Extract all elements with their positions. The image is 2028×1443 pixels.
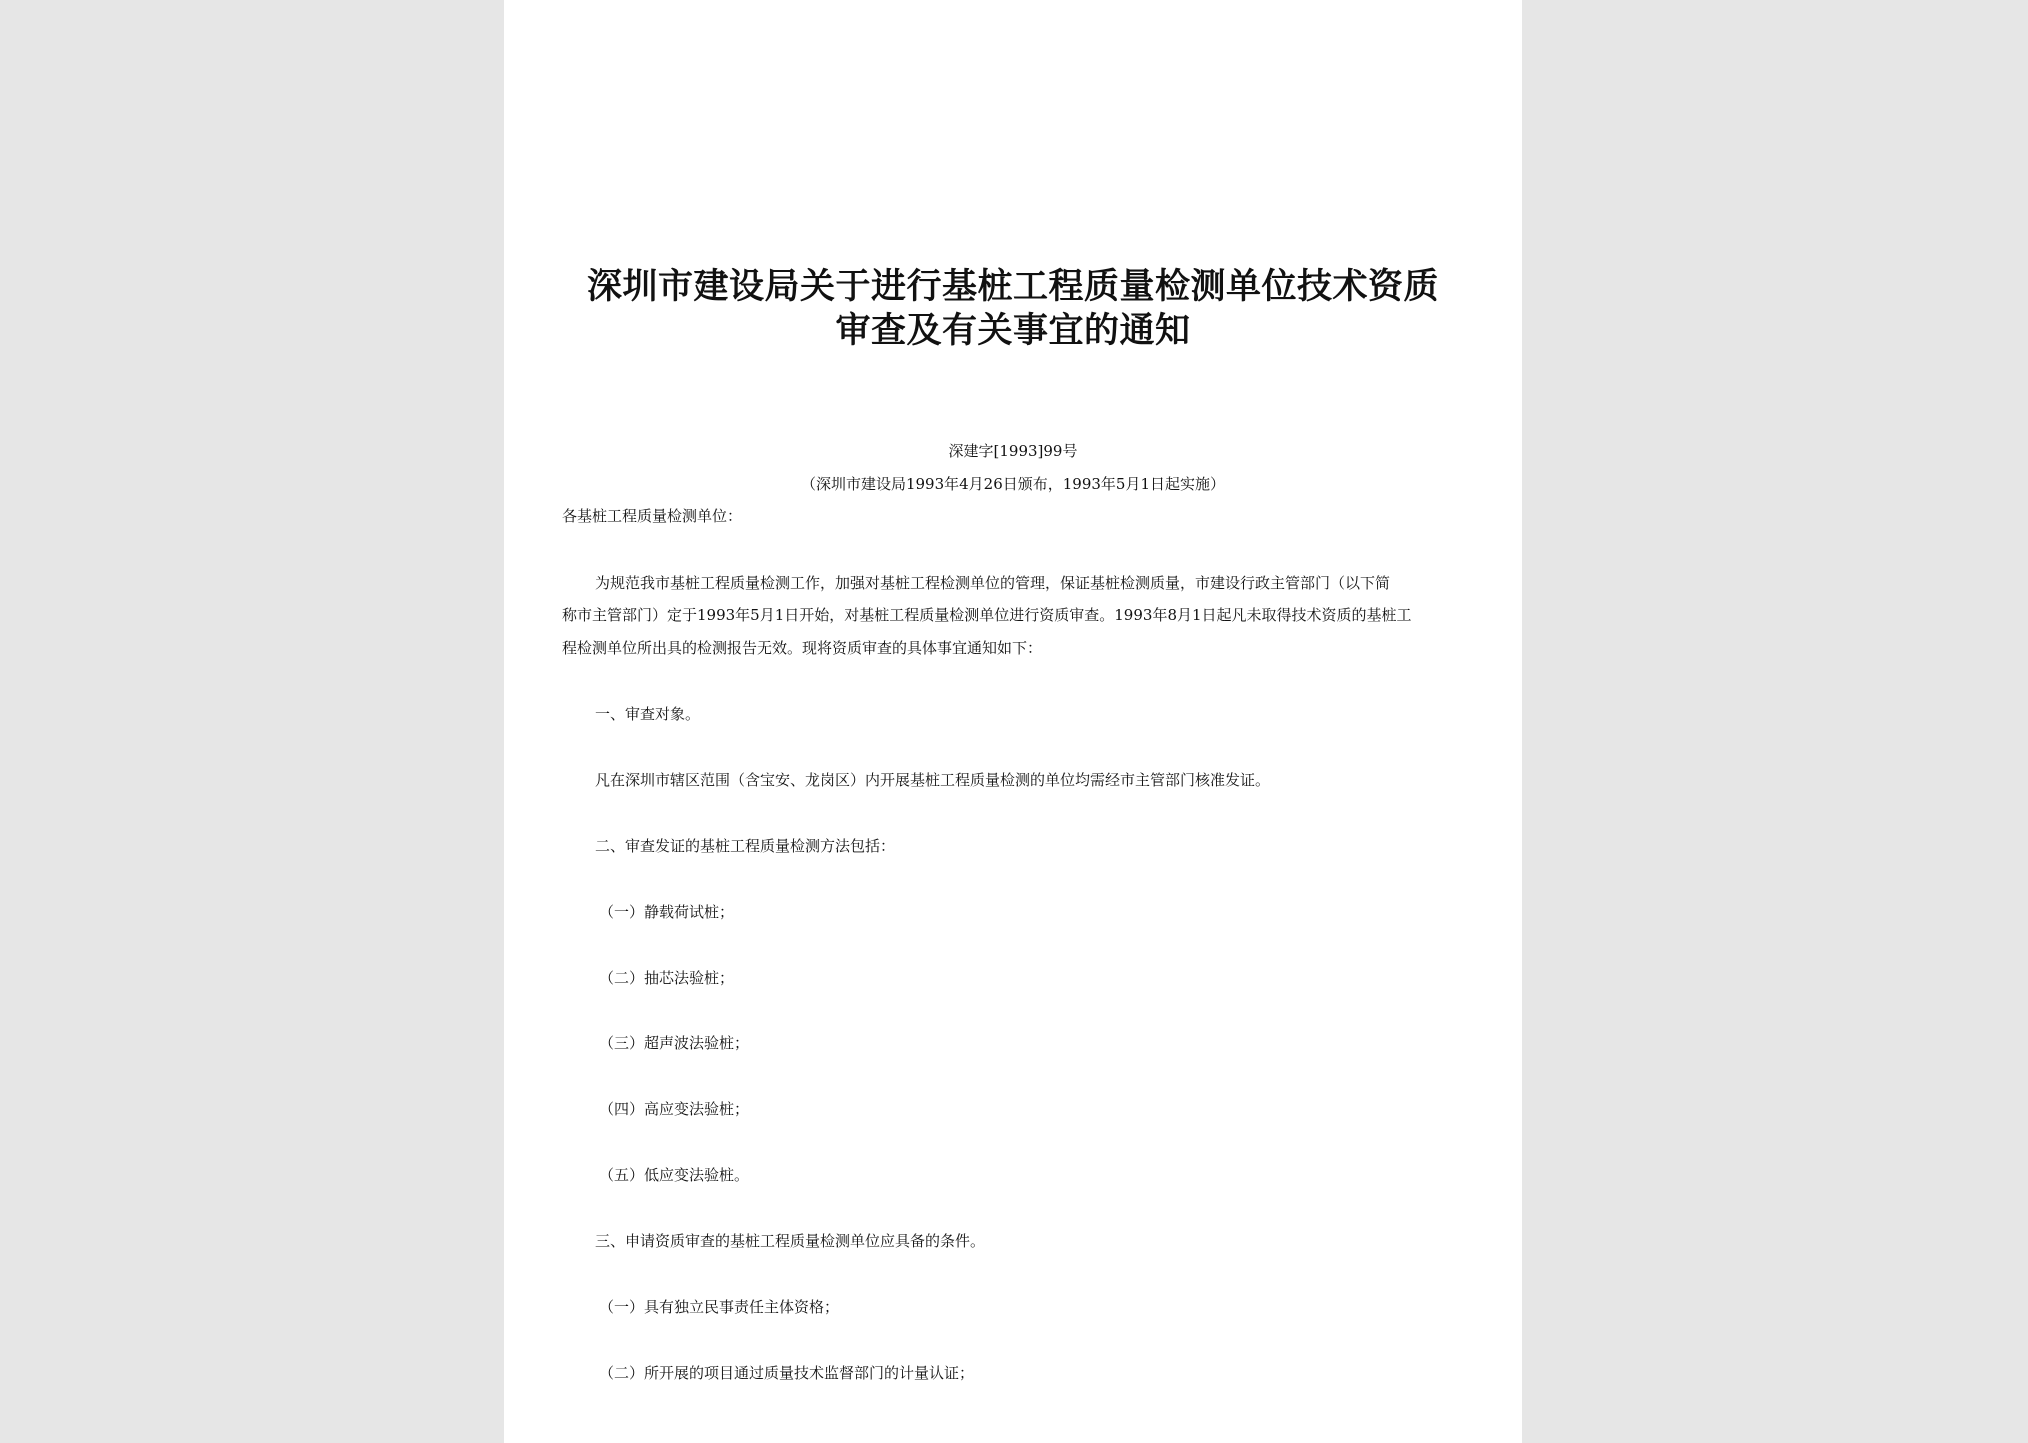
section-2-item-5: （五）低应变法验桩。 [599, 1166, 750, 1184]
document-number: 深建字[1993]99号 [948, 442, 1078, 460]
section-2-item-4: （四）高应变法验桩； [599, 1100, 750, 1118]
intro-paragraph-line-3: 程检测单位所出具的检测报告无效。现将资质审查的具体事宜通知如下： [562, 639, 1043, 657]
section-3-item-2: （二）所开展的项目通过质量技术监督部门的计量认证； [599, 1364, 975, 1382]
intro-paragraph-line-1: 为规范我市基桩工程质量检测工作，加强对基桩工程检测单位的管理，保证基桩检测质量，市建设行政主管部门（以下简 [595, 574, 1391, 592]
section-3-item-1: （一）具有独立民事责任主体资格； [599, 1298, 840, 1316]
document-page [504, 0, 1522, 1443]
section-1-heading: 一、审查对象。 [595, 705, 701, 723]
addressee: 各基桩工程质量检测单位： [562, 507, 743, 525]
section-3-heading: 三、申请资质审查的基桩工程质量检测单位应具备的条件。 [595, 1232, 986, 1250]
section-2-item-3: （三）超声波法验桩； [599, 1034, 750, 1052]
intro-paragraph-line-2: 称市主管部门）定于1993年5月1日开始，对基桩工程质量检测单位进行资质审查。1993年8月1日起凡未取得技术资质的基桩工 [562, 606, 1412, 624]
issue-note: （深圳市建设局1993年4月26日颁布，1993年5月1日起实施） [800, 475, 1226, 493]
section-2-item-2: （二）抽芯法验桩； [599, 969, 735, 987]
document-title-line-1: 深圳市建设局关于进行基桩工程质量检测单位技术资质 [586, 267, 1439, 307]
section-2-item-1: （一）静载荷试桩； [599, 903, 735, 921]
section-2-heading: 二、审查发证的基桩工程质量检测方法包括： [595, 837, 896, 855]
section-1-text: 凡在深圳市辖区范围（含宝安、龙岗区）内开展基桩工程质量检测的单位均需经市主管部门核准发证。 [595, 771, 1271, 789]
document-title-line-2: 审查及有关事宜的通知 [835, 311, 1191, 351]
